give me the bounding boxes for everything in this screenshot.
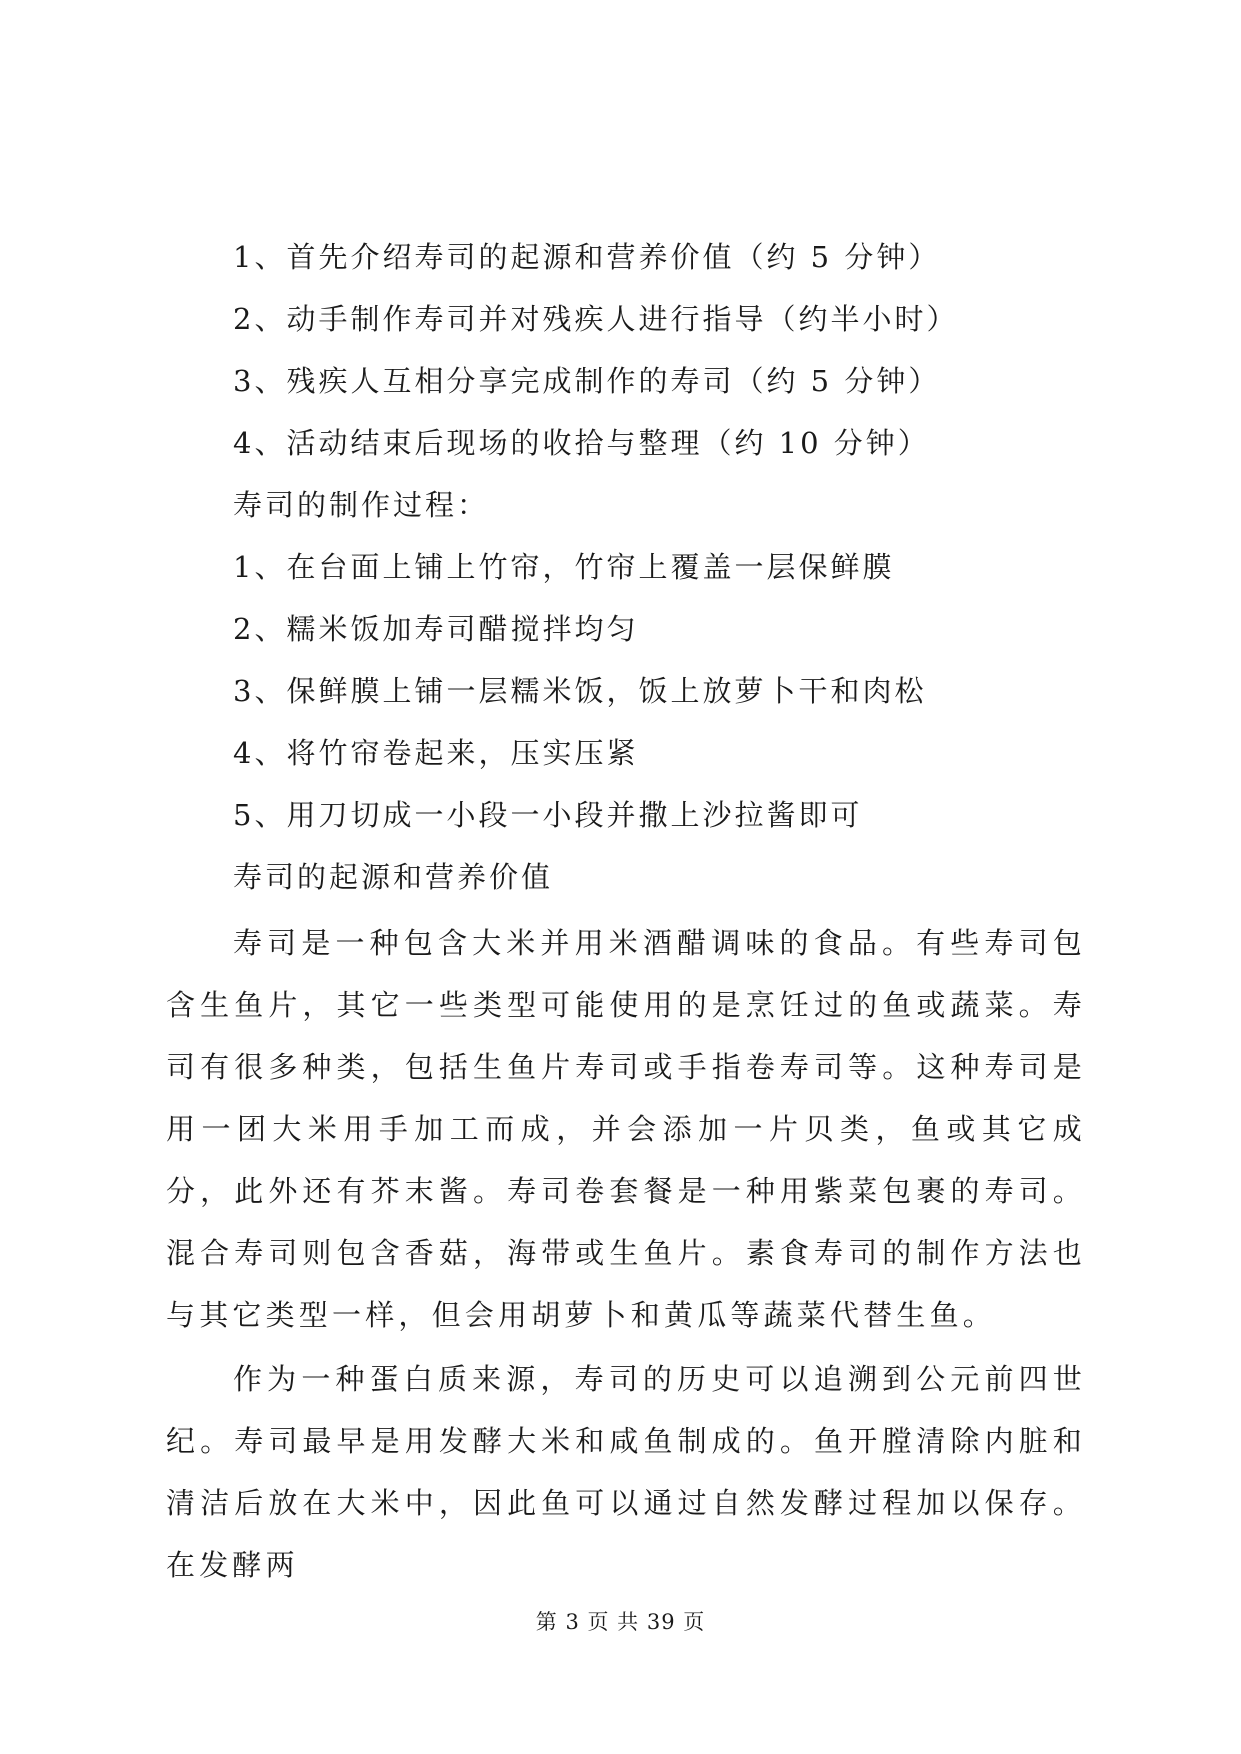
process-step-2: 2、糯米饭加寿司醋搅拌均匀: [233, 612, 639, 646]
origin-heading: 寿司的起源和营养价值: [233, 860, 554, 894]
schedule-item-3: 3、残疾人互相分享完成制作的寿司（约 5 分钟）: [233, 364, 941, 398]
body-paragraph-2: 作为一种蛋白质来源，寿司的历史可以追溯到公元前四世纪。寿司最早是用发酵大米和咸鱼制成的。鱼开膛清除内脏和清洁后放在大米中，因此鱼可以通过自然发酵过程加以保存。在发酵两: [166, 1362, 1086, 1582]
body-paragraph-1: 寿司是一种包含大米并用米酒醋调味的食品。有些寿司包含生鱼片，其它一些类型可能使用的是烹饪过的鱼或蔬菜。寿司有很多种类，包括生鱼片寿司或手指卷寿司等。这种寿司是用一团大米用手加工而成，并会添加一片贝类，鱼或其它成分，此外还有芥末酱。寿司卷套餐是一种用紫菜包裹的寿司。混合寿司则包含香菇，海带或生鱼片。素食寿司的制作方法也与其它类型一样，但会用胡萝卜和黄瓜等蔬菜代替生鱼。: [166, 926, 1086, 1332]
schedule-item-1: 1、首先介绍寿司的起源和营养价值（约 5 分钟）: [233, 240, 941, 274]
schedule-item-2: 2、动手制作寿司并对残疾人进行指导（约半小时）: [233, 302, 959, 336]
schedule-item-4: 4、活动结束后现场的收拾与整理（约 10 分钟）: [233, 426, 930, 460]
page-footer: 第 3 页 共 39 页: [535, 1610, 706, 1634]
process-step-4: 4、将竹帘卷起来，压实压紧: [233, 736, 639, 770]
process-step-5: 5、用刀切成一小段一小段并撒上沙拉酱即可: [233, 798, 863, 832]
page-content: [166, 226, 1086, 1596]
process-heading: 寿司的制作过程：: [233, 488, 490, 522]
process-step-1: 1、在台面上铺上竹帘，竹帘上覆盖一层保鲜膜: [233, 550, 895, 584]
process-step-3: 3、保鲜膜上铺一层糯米饭，饭上放萝卜干和肉松: [233, 674, 927, 708]
